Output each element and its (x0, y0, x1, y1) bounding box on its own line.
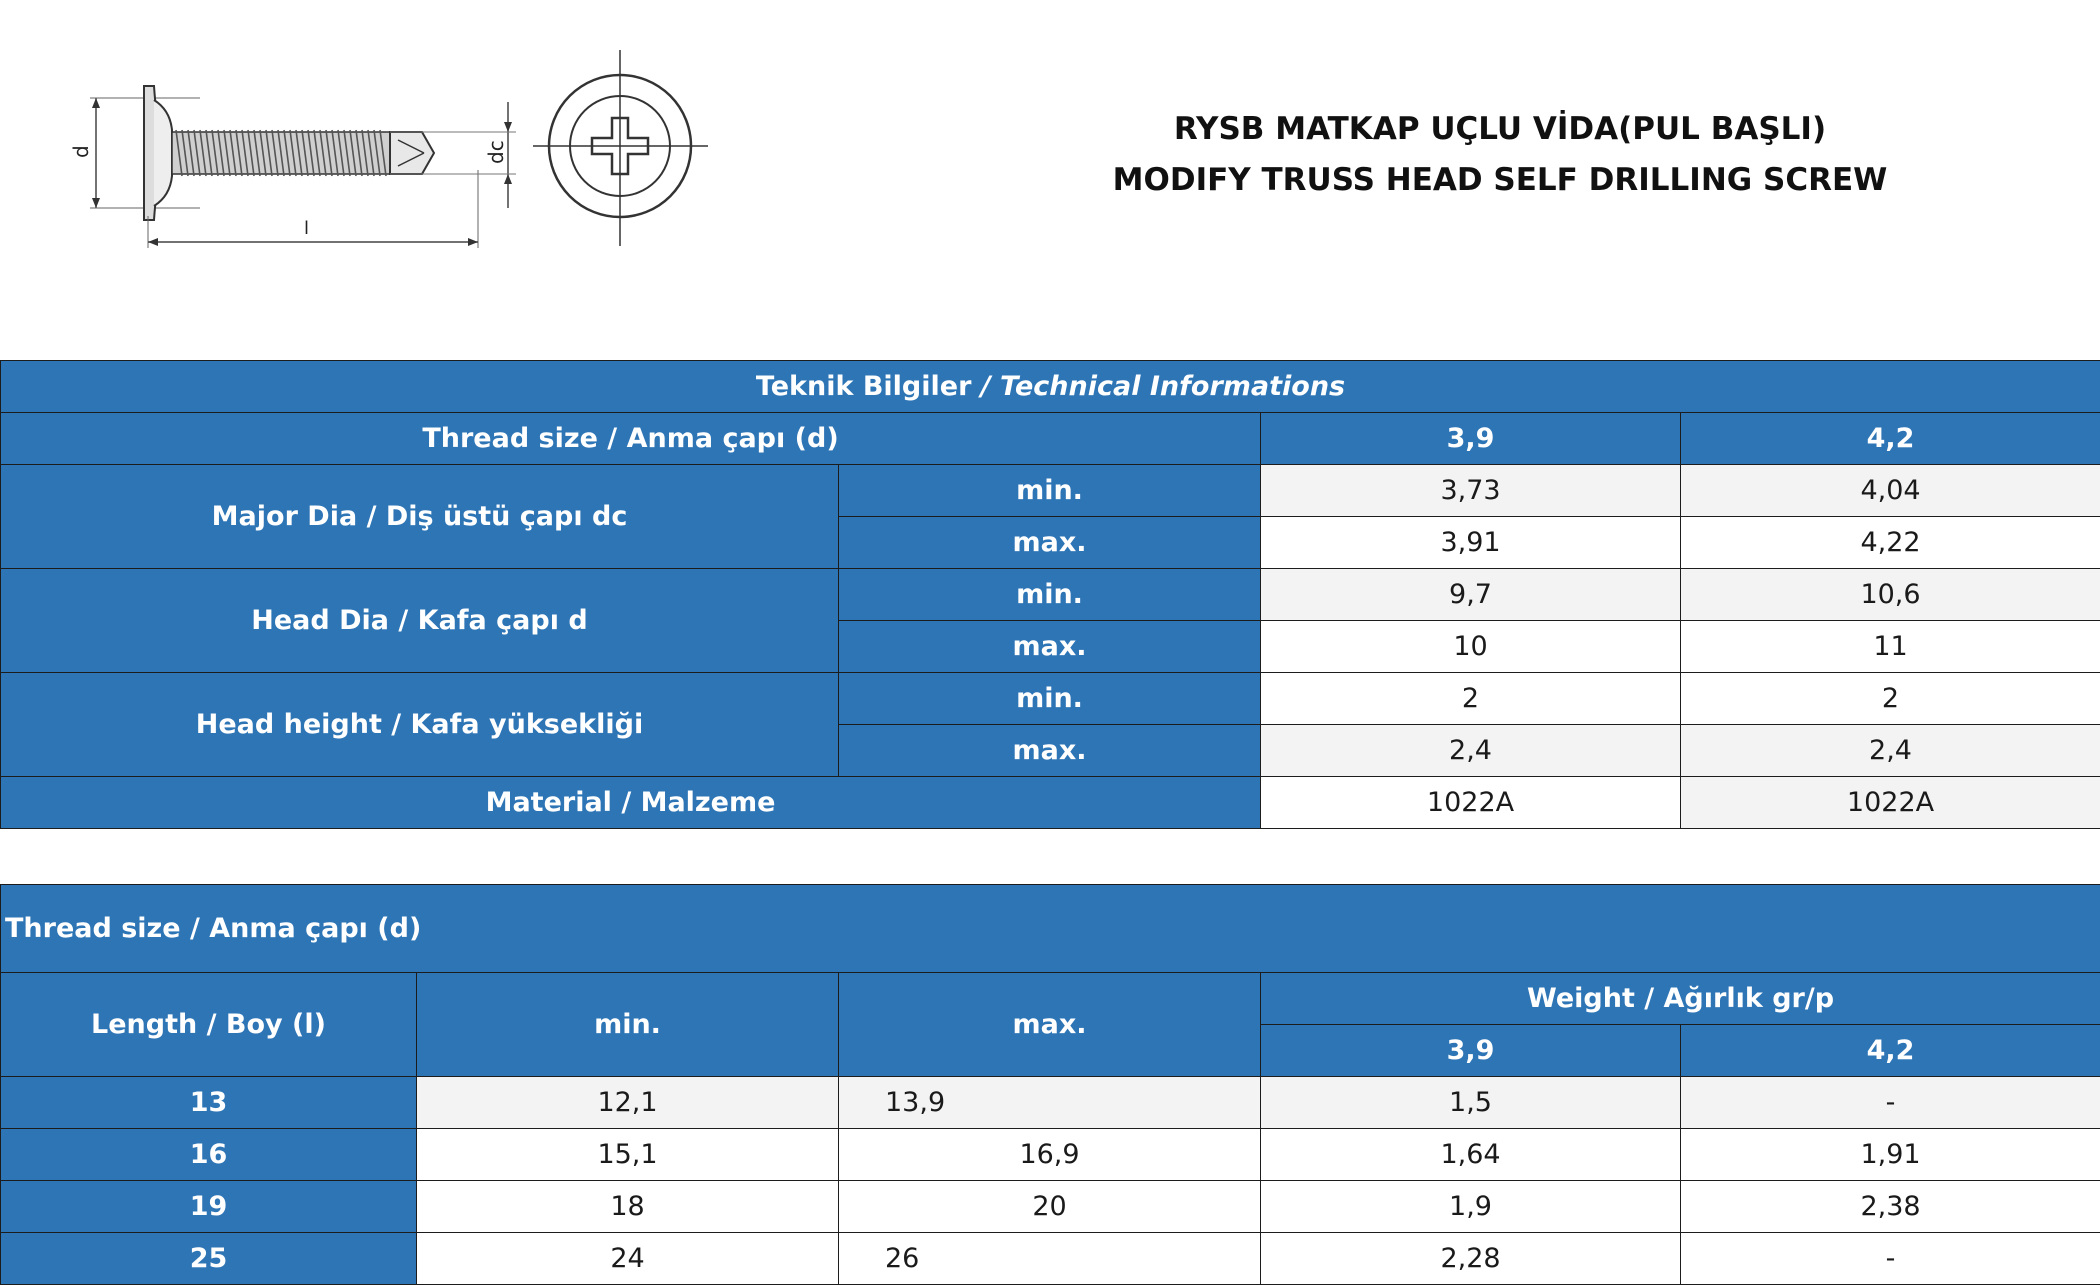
major-dia-max-3-9: 3,91 (1261, 517, 1681, 569)
weight-3-9: 1,9 (1261, 1181, 1681, 1233)
head-height-label: Head height / Kafa yüksekliği (1, 673, 839, 777)
min-value: 12,1 (417, 1077, 839, 1129)
length-value: 25 (1, 1233, 417, 1285)
length-value: 19 (1, 1181, 417, 1233)
max-value: 26 (839, 1233, 1261, 1285)
max-value: 16,9 (839, 1129, 1261, 1181)
page-title (1050, 104, 1950, 206)
weight-3-9: 2,28 (1261, 1233, 1681, 1285)
table-row (1, 1233, 2100, 1285)
thread-size-4-2: 4,2 (1681, 413, 2100, 465)
min-header: min. (417, 973, 839, 1077)
table-row (1, 1129, 2100, 1181)
head-height-min-4-2: 2 (1681, 673, 2100, 725)
head-dia-max-label: max. (839, 621, 1261, 673)
major-dia-min-3-9: 3,73 (1261, 465, 1681, 517)
label-dc: dc (484, 140, 508, 164)
weight-4-2: - (1681, 1077, 2100, 1129)
head-height-min-label: min. (839, 673, 1261, 725)
weight-4-2: 2,38 (1681, 1181, 2100, 1233)
head-dia-min-4-2: 10,6 (1681, 569, 2100, 621)
min-value: 18 (417, 1181, 839, 1233)
weight-4-2: 1,91 (1681, 1129, 2100, 1181)
material-3-9: 1022A (1261, 777, 1681, 829)
head-dia-min-label: min. (839, 569, 1261, 621)
table-row (1, 1077, 2100, 1129)
head-height-max-label: max. (839, 725, 1261, 777)
head-height-min-3-9: 2 (1261, 673, 1681, 725)
min-value: 15,1 (417, 1129, 839, 1181)
length-weight-table (0, 884, 2100, 1285)
major-dia-min-4-2: 4,04 (1681, 465, 2100, 517)
weight-3-9: 1,64 (1261, 1129, 1681, 1181)
thread-size-header: Thread size / Anma çapı (d) (1, 885, 2100, 973)
thread-size-label: Thread size / Anma çapı (d) (1, 413, 1261, 465)
head-dia-label: Head Dia / Kafa çapı d (1, 569, 839, 673)
head-dia-max-4-2: 11 (1681, 621, 2100, 673)
length-header: Length / Boy (l) (1, 973, 417, 1077)
weight-header: Weight / Ağırlık gr/p (1261, 973, 2100, 1025)
head-dia-min-3-9: 9,7 (1261, 569, 1681, 621)
material-label: Material / Malzeme (1, 777, 1261, 829)
max-value: 13,9 (839, 1077, 1261, 1129)
title-line-2: MODIFY TRUSS HEAD SELF DRILLING SCREW (1112, 162, 1888, 198)
max-header: max. (839, 973, 1261, 1077)
head-dia-max-3-9: 10 (1261, 621, 1681, 673)
screw-drawing (60, 40, 740, 270)
major-dia-min-label: min. (839, 465, 1261, 517)
major-dia-max-label: max. (839, 517, 1261, 569)
material-4-2: 1022A (1681, 777, 2100, 829)
weight-size-4-2: 4,2 (1681, 1025, 2100, 1077)
head-height-max-4-2: 2,4 (1681, 725, 2100, 777)
label-l: l (304, 218, 310, 239)
label-d: d (69, 145, 93, 158)
length-value: 16 (1, 1129, 417, 1181)
major-dia-max-4-2: 4,22 (1681, 517, 2100, 569)
technical-info-header: Teknik Bilgiler / Technical Informations (1, 361, 2100, 413)
major-dia-label: Major Dia / Diş üstü çapı dc (1, 465, 839, 569)
title-line-1: RYSB MATKAP UÇLU VİDA(PUL BAŞLI) (1173, 111, 1827, 147)
technical-info-table (0, 360, 2100, 829)
min-value: 24 (417, 1233, 839, 1285)
thread-size-3-9: 3,9 (1261, 413, 1681, 465)
weight-4-2: - (1681, 1233, 2100, 1285)
table-row (1, 1181, 2100, 1233)
max-value: 20 (839, 1181, 1261, 1233)
weight-3-9: 1,5 (1261, 1077, 1681, 1129)
length-value: 13 (1, 1077, 417, 1129)
weight-size-3-9: 3,9 (1261, 1025, 1681, 1077)
head-height-max-3-9: 2,4 (1261, 725, 1681, 777)
